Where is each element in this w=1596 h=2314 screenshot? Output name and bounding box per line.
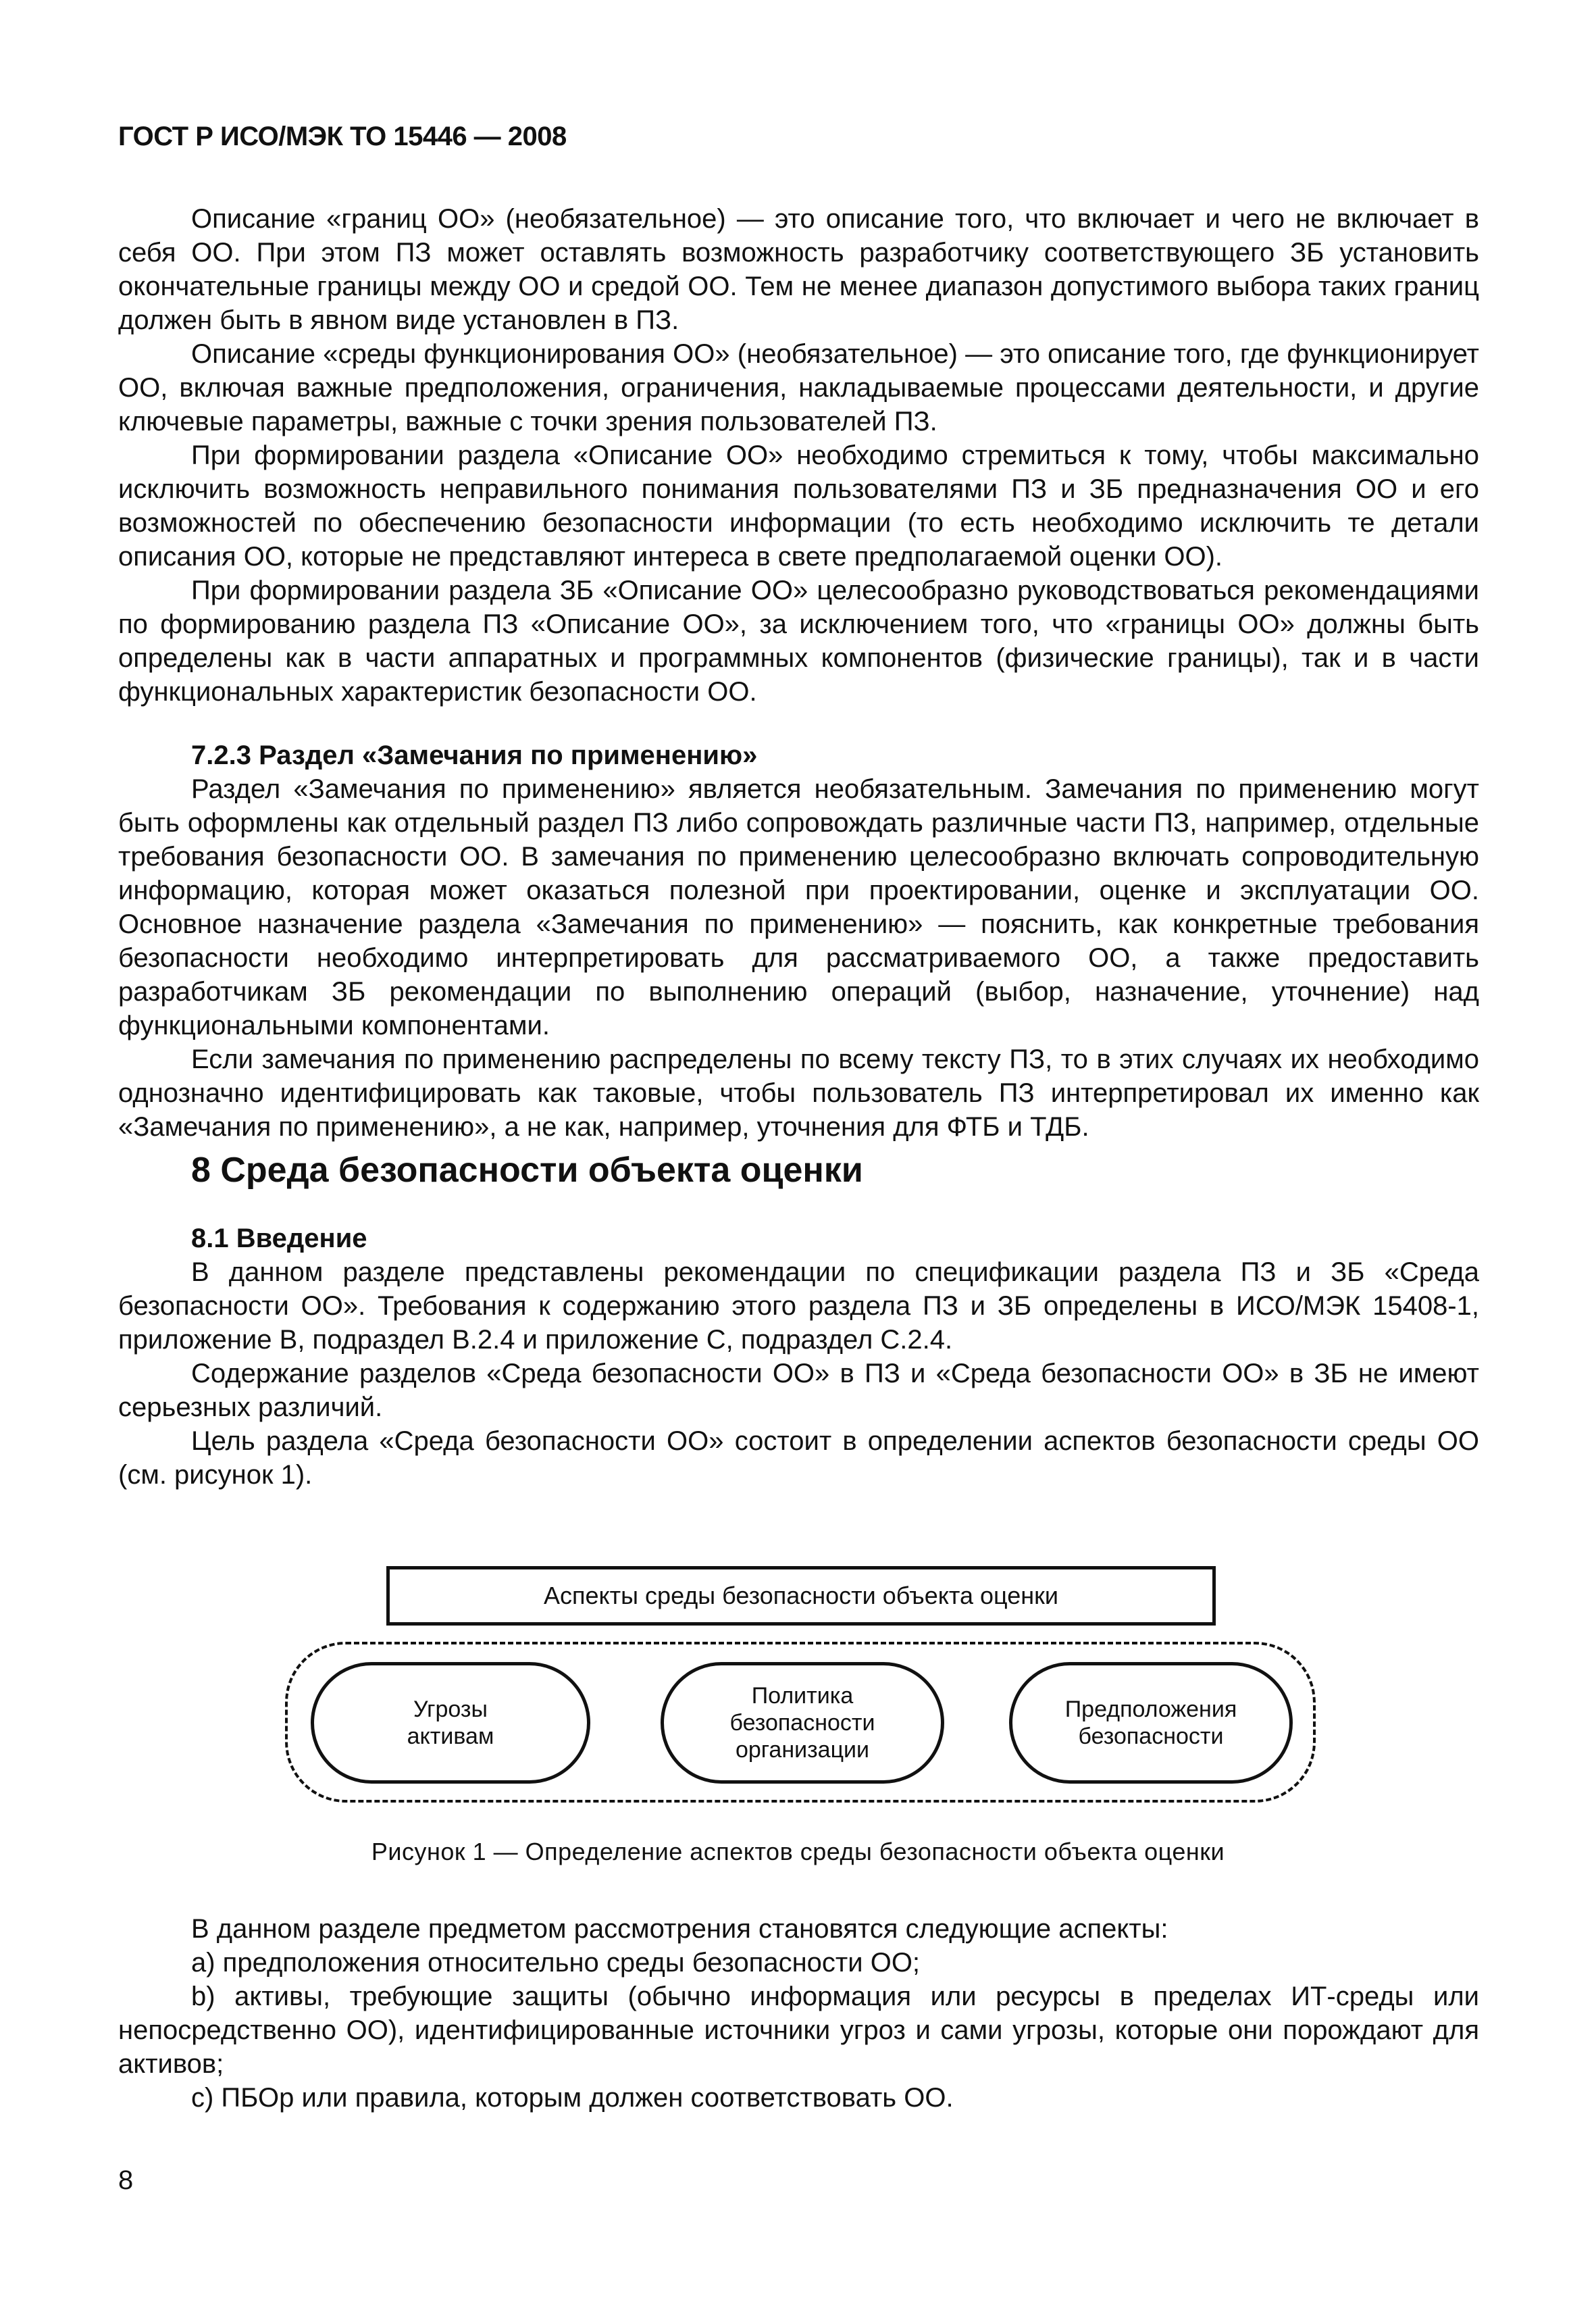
section-heading-8: 8 Среда безопасности объекта оценки bbox=[191, 1151, 863, 1190]
text-block-aspects-list bbox=[118, 1912, 1479, 2115]
oval-policy bbox=[661, 1662, 944, 1784]
subsection-heading-8-1: 8.1 Введение bbox=[191, 1224, 367, 1253]
paragraph: В данном разделе предметом рассмотрения становятся следующие аспекты: bbox=[191, 1914, 1168, 1944]
paragraph: В данном разделе представлены рекомендации по спецификации раздела ПЗ и ЗБ «Среда безопасности ОО». Требования к содержанию этого раздела ПЗ и ЗБ определены в ИСО/МЭК 15408-1, приложение B, подраздел B.2.4 и приложение C, подраздел C.2.4. bbox=[118, 1257, 1479, 1355]
text-block-introduction bbox=[118, 1222, 1479, 1492]
text-block-application-notes bbox=[118, 738, 1479, 1144]
paragraph: Описание «среды функционирования ОО» (необязательное) — это описание того, где функционирует ОО, включая важные предположения, ограничения, накладываемые процессами деятельности, и другие ключевые параметры, важные с точки зрения пользователей ПЗ. bbox=[118, 339, 1479, 436]
oval-label-line: Политика bbox=[751, 1683, 854, 1709]
running-header: ГОСТ Р ИСО/МЭК ТО 15446 — 2008 bbox=[118, 122, 567, 151]
list-item: c) ПБОр или правила, которым должен соответствовать ОО. bbox=[191, 2083, 954, 2113]
oval-label-line: активам bbox=[407, 1724, 494, 1749]
paragraph: Содержание разделов «Среда безопасности ОО» в ПЗ и «Среда безопасности ОО» в ЗБ не имеют серьезных различий. bbox=[118, 1359, 1479, 1422]
paragraph: Цель раздела «Среда безопасности ОО» состоит в определении аспектов безопасности среды ОО (см. рисунок 1). bbox=[118, 1426, 1479, 1490]
text-block-boundaries bbox=[118, 202, 1479, 709]
list-item: b) активы, требующие защиты (обычно информация или ресурсы в пределах ИТ-среды или непосредственно ОО), идентифицированные источники угроз и сами угрозы, которые они порождают для активов; bbox=[118, 1982, 1479, 2079]
oval-label-line: безопасности bbox=[729, 1710, 875, 1736]
oval-label-line: безопасности bbox=[1078, 1724, 1224, 1749]
oval-label-line: Предположения bbox=[1064, 1696, 1237, 1722]
dashed-group-frame bbox=[285, 1642, 1316, 1803]
oval-label-line: организации bbox=[735, 1737, 870, 1763]
paragraph: При формировании раздела «Описание ОО» необходимо стремиться к тому, чтобы максимально исключить возможность неправильного понимания пользователями ПЗ и ЗБ предназначения ОО и его возможностей по обеспечению безопасности информации (то есть необходимо исключить те детали описания ОО, которые не представляют интереса в свете предполагаемой оценки ОО). bbox=[118, 441, 1479, 572]
subsection-heading-7-2-3: 7.2.3 Раздел «Замечания по применению» bbox=[191, 740, 758, 770]
page-number: 8 bbox=[118, 2165, 134, 2195]
oval-label-line: Угрозы bbox=[413, 1696, 488, 1722]
paragraph: Если замечания по применению распределены по всему тексту ПЗ, то в этих случаях их необходимо однозначно идентифицировать как таковые, чтобы пользователь ПЗ интерпретировал их именно как «Замечания по применению», а не как, например, уточнения для ФТБ и ТДБ. bbox=[118, 1045, 1479, 1142]
paragraph: При формировании раздела ЗБ «Описание ОО» целесообразно руководствоваться рекомендациями по формированию раздела ПЗ «Описание ОО», за исключением того, что «границы ОО» должны быть определены как в части аппаратных и программных компонентов (физические границы), так и в части функциональных характеристик безопасности ОО. bbox=[118, 576, 1479, 707]
paragraph: Раздел «Замечания по применению» является необязательным. Замечания по применению могут быть оформлены как отдельный раздел ПЗ либо сопровождать различные части ПЗ, например, отдельные требования безопасности ОО. В замечания по применению целесообразно включать сопроводительную информацию, которая может оказаться полезной при проектировании, оценке и эксплуатации ОО. Основное назначение раздела «Замечания по применению» — пояснить, как конкретные требования безопасности необходимо интерпретировать для рассматриваемого ОО, а также предоставить разработчикам ЗБ рекомендации по выполнению операций (выбор, назначение, уточнение) над функциональными компонентами. bbox=[118, 774, 1479, 1040]
oval-assumptions bbox=[1009, 1662, 1293, 1784]
list-item: a) предположения относительно среды безопасности ОО; bbox=[191, 1948, 921, 1978]
oval-threats bbox=[311, 1662, 590, 1784]
paragraph: Описание «границ ОО» (необязательное) — это описание того, что включает и чего не включает в себя ОО. При этом ПЗ может оставлять возможность разработчику соответствующего ЗБ установить окончательные границы между ОО и средой ОО. Тем не менее диапазон допустимого выбора таких границ должен быть в явном виде установлен в ПЗ. bbox=[118, 204, 1479, 335]
figure-title-box: Аспекты среды безопасности объекта оценки bbox=[386, 1566, 1216, 1626]
figure-caption: Рисунок 1 — Определение аспектов среды безопасности объекта оценки bbox=[371, 1838, 1225, 1865]
